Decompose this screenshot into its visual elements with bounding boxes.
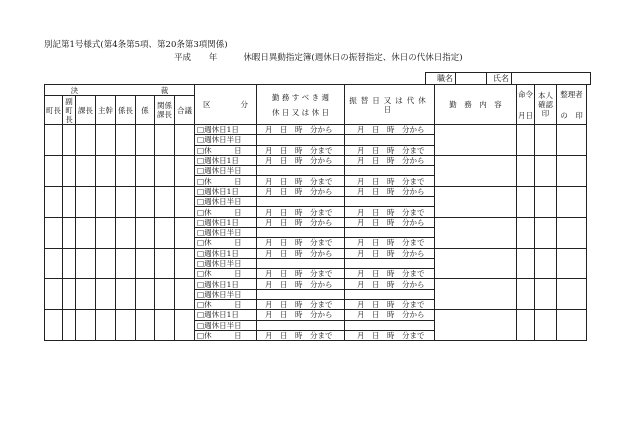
duty-cell[interactable] — [435, 155, 517, 186]
approval-seal-cell[interactable] — [76, 217, 96, 248]
document-title: 休暇日異動指定簿(週休日の振替指定、休日の代休日指定) — [243, 53, 463, 63]
work-day-from[interactable]: 月 日 時 分から — [257, 217, 345, 227]
duty-cell[interactable] — [435, 217, 517, 248]
approval-seal-cell[interactable] — [76, 279, 96, 310]
substitute-day-to[interactable]: 月 日 時 分まで — [345, 176, 435, 186]
duty-cell[interactable] — [435, 125, 517, 156]
self-confirm-cell[interactable] — [535, 310, 557, 341]
approval-seal-cell[interactable] — [96, 155, 116, 186]
order-date-cell[interactable] — [517, 125, 535, 156]
approval-seal-cell[interactable] — [136, 279, 155, 310]
substitute-day-header: 振替日又は代休日 — [345, 85, 435, 125]
approval-seal-cell[interactable] — [96, 217, 116, 248]
approval-seal-cell[interactable] — [45, 217, 63, 248]
approval-seal-cell[interactable] — [136, 125, 155, 156]
self-confirm-cell[interactable] — [535, 125, 557, 156]
order-date-header — [517, 85, 535, 125]
approval-seal-cell[interactable] — [155, 186, 175, 217]
work-day-from[interactable]: 月 日 時 分から — [257, 186, 345, 196]
order-date-cell[interactable] — [517, 279, 535, 310]
self-confirm-cell[interactable] — [535, 279, 557, 310]
name-label: 氏名 — [487, 73, 512, 85]
approval-seal-cell[interactable] — [116, 186, 136, 217]
work-day-from[interactable]: 月 日 時 分から — [257, 248, 345, 258]
work-day-blank — [257, 197, 345, 207]
year-label: 年 — [208, 53, 218, 63]
category-option[interactable]: □週休日半日 — [195, 197, 257, 207]
name-field[interactable] — [512, 73, 591, 85]
category-option[interactable]: □週休日半日 — [195, 166, 257, 176]
approval-seal-cell[interactable] — [96, 186, 116, 217]
self-confirm-cell[interactable] — [535, 248, 557, 279]
clerk-seal-cell[interactable] — [557, 248, 587, 279]
clerk-seal-header — [557, 85, 587, 125]
approval-seal-cell[interactable] — [116, 310, 136, 341]
category-option[interactable]: □週休日1日 — [195, 155, 257, 165]
order-date-cell[interactable] — [517, 155, 535, 186]
substitute-day-to[interactable]: 月 日 時 分まで — [345, 269, 435, 279]
clerk-seal-cell[interactable] — [557, 186, 587, 217]
category-option[interactable]: □休 日 — [195, 300, 257, 310]
approval-seal-cell[interactable] — [116, 217, 136, 248]
approval-seal-cell[interactable] — [136, 248, 155, 279]
position-field[interactable] — [456, 73, 487, 85]
category-option[interactable]: □週休日1日 — [195, 125, 257, 135]
approval-seal-cell[interactable] — [155, 155, 175, 186]
category-option[interactable]: □休 日 — [195, 330, 257, 340]
table-row — [45, 310, 587, 320]
table-row — [45, 248, 587, 258]
approval-seal-cell[interactable] — [175, 248, 195, 279]
duty-cell[interactable] — [435, 310, 517, 341]
category-option[interactable]: □休 日 — [195, 145, 257, 155]
clerk-seal-cell[interactable] — [557, 279, 587, 310]
substitute-day-blank — [345, 258, 435, 268]
substitute-day-from[interactable]: 月 日 時 分から — [345, 217, 435, 227]
approval-seal-cell[interactable] — [45, 248, 63, 279]
order-date-cell[interactable] — [517, 217, 535, 248]
approval-seal-cell[interactable] — [45, 125, 63, 156]
category-option[interactable]: □週休日1日 — [195, 248, 257, 258]
substitute-day-to[interactable]: 月 日 時 分まで — [345, 300, 435, 310]
work-day-blank — [257, 135, 345, 145]
clerk-seal-cell[interactable] — [557, 125, 587, 156]
approval-header: 決 裁 — [45, 85, 195, 96]
approval-seal-cell[interactable] — [155, 217, 175, 248]
substitute-day-from[interactable]: 月 日 時 分から — [345, 310, 435, 320]
order-header-top: 命令 — [518, 89, 533, 99]
work-day-header-top: 勤 務 す べ き 週 — [272, 92, 329, 102]
work-day-from[interactable]: 月 日 時 分から — [257, 310, 345, 320]
approval-seal-cell[interactable] — [76, 186, 96, 217]
approval-seal-cell[interactable] — [63, 310, 76, 341]
clerk-seal-cell[interactable] — [557, 155, 587, 186]
category-option[interactable]: □週休日半日 — [195, 227, 257, 237]
leave-designation-table — [44, 84, 587, 341]
clerk-seal-cell[interactable] — [557, 217, 587, 248]
approval-seal-cell[interactable] — [136, 186, 155, 217]
approval-seal-cell[interactable] — [155, 310, 175, 341]
approval-seal-cell[interactable] — [175, 125, 195, 156]
order-date-cell[interactable] — [517, 248, 535, 279]
category-option[interactable]: □週休日1日 — [195, 186, 257, 196]
approval-seal-cell[interactable] — [45, 279, 63, 310]
category-option[interactable]: □週休日半日 — [195, 135, 257, 145]
work-day-to[interactable]: 月 日 時 分まで — [257, 269, 345, 279]
approval-seal-cell[interactable] — [155, 248, 175, 279]
approval-seal-cell[interactable] — [155, 279, 175, 310]
approval-seal-cell[interactable] — [136, 155, 155, 186]
deputy-mayor-header: 副町長 — [63, 96, 76, 125]
clerk-seal-top: 整理者 — [560, 89, 583, 99]
substitute-day-blank — [345, 320, 435, 330]
substitute-day-from[interactable]: 月 日 時 分から — [345, 155, 435, 165]
approval-seal-cell[interactable] — [45, 155, 63, 186]
category-option[interactable]: □休 日 — [195, 176, 257, 186]
self-confirm-cell[interactable] — [535, 155, 557, 186]
approval-seal-cell[interactable] — [175, 155, 195, 186]
substitute-day-blank — [345, 166, 435, 176]
category-option[interactable]: □週休日1日 — [195, 217, 257, 227]
approval-seal-cell[interactable] — [76, 125, 96, 156]
approval-seal-cell[interactable] — [136, 310, 155, 341]
approval-seal-cell[interactable] — [116, 248, 136, 279]
duty-cell[interactable] — [435, 186, 517, 217]
self-confirm-cell[interactable] — [535, 217, 557, 248]
duty-cell[interactable] — [435, 279, 517, 310]
work-day-to[interactable]: 月 日 時 分まで — [257, 300, 345, 310]
work-day-to[interactable]: 月 日 時 分まで — [257, 207, 345, 217]
table-row — [45, 155, 587, 165]
work-day-from[interactable]: 月 日 時 分から — [257, 279, 345, 289]
substitute-day-from[interactable]: 月 日 時 分から — [345, 279, 435, 289]
category-header: 区 分 — [195, 85, 257, 125]
approval-seal-cell[interactable] — [116, 125, 136, 156]
category-option[interactable]: □週休日半日 — [195, 320, 257, 330]
approval-seal-cell[interactable] — [63, 155, 76, 186]
category-option[interactable]: □週休日半日 — [195, 258, 257, 268]
position-label: 職名 — [426, 73, 456, 85]
self-confirm-bottom: 印 — [541, 109, 550, 118]
substitute-day-from[interactable]: 月 日 時 分から — [345, 125, 435, 135]
work-day-blank — [257, 227, 345, 237]
work-day-blank — [257, 320, 345, 330]
table-row — [45, 217, 587, 227]
substitute-day-blank — [345, 197, 435, 207]
approval-seal-cell[interactable] — [116, 279, 136, 310]
work-day-header-bottom: 休 日 又 は 休 日 — [272, 107, 329, 117]
substitute-day-to[interactable]: 月 日 時 分まで — [345, 145, 435, 155]
work-day-blank — [257, 289, 345, 299]
approval-seal-cell[interactable] — [136, 217, 155, 248]
clerk-seal-cell[interactable] — [557, 310, 587, 341]
approval-seal-cell[interactable] — [63, 279, 76, 310]
section-chief-header: 課長 — [76, 96, 96, 125]
substitute-day-to[interactable]: 月 日 時 分まで — [345, 330, 435, 340]
supervisor-header: 主幹 — [96, 96, 116, 125]
approval-seal-cell[interactable] — [155, 125, 175, 156]
approval-seal-cell[interactable] — [76, 155, 96, 186]
approval-seal-cell[interactable] — [45, 310, 63, 341]
order-date-cell[interactable] — [517, 310, 535, 341]
category-option[interactable]: □休 日 — [195, 269, 257, 279]
approval-seal-cell[interactable] — [76, 310, 96, 341]
related-chief-header: 関係課長 — [155, 96, 175, 125]
approval-seal-cell[interactable] — [96, 310, 116, 341]
approval-seal-cell[interactable] — [45, 186, 63, 217]
approval-seal-cell[interactable] — [175, 186, 195, 217]
consultation-header: 合議 — [175, 96, 195, 125]
substitute-day-blank — [345, 289, 435, 299]
mayor-header: 町長 — [45, 96, 63, 125]
order-date-cell[interactable] — [517, 186, 535, 217]
work-day-to[interactable]: 月 日 時 分まで — [257, 176, 345, 186]
self-confirm-header — [535, 85, 557, 125]
substitute-day-to[interactable]: 月 日 時 分まで — [345, 207, 435, 217]
era-label: 平成 — [174, 53, 192, 63]
approval-seal-cell[interactable] — [63, 125, 76, 156]
approval-seal-cell[interactable] — [96, 248, 116, 279]
self-confirm-top: 本人確認 — [538, 91, 553, 109]
approval-seal-cell[interactable] — [76, 248, 96, 279]
work-day-from[interactable]: 月 日 時 分から — [257, 125, 345, 135]
substitute-day-blank — [345, 227, 435, 237]
approval-seal-cell[interactable] — [175, 217, 195, 248]
approval-seal-cell[interactable] — [63, 186, 76, 217]
work-day-from[interactable]: 月 日 時 分から — [257, 155, 345, 165]
clerk-seal-bottom: の 印 — [560, 110, 583, 120]
category-option[interactable]: □休 日 — [195, 238, 257, 248]
subsection-chief-header: 係長 — [116, 96, 136, 125]
substitute-day-blank — [345, 135, 435, 145]
approval-seal-cell[interactable] — [96, 279, 116, 310]
staff-header: 係 — [136, 96, 155, 125]
approval-seal-cell[interactable] — [63, 248, 76, 279]
category-option[interactable]: □週休日1日 — [195, 279, 257, 289]
table-row — [45, 279, 587, 289]
table-row — [45, 186, 587, 196]
work-day-to[interactable]: 月 日 時 分まで — [257, 330, 345, 340]
approval-seal-cell[interactable] — [175, 310, 195, 341]
document-title-line — [174, 51, 463, 63]
duty-cell[interactable] — [435, 248, 517, 279]
form-reference: 別記第1号様式(第4条第5項、第20条第3項関係) — [44, 40, 228, 50]
category-option[interactable]: □休 日 — [195, 207, 257, 217]
approval-seal-cell[interactable] — [96, 125, 116, 156]
work-day-to[interactable]: 月 日 時 分まで — [257, 238, 345, 248]
category-option[interactable]: □週休日半日 — [195, 289, 257, 299]
duty-header: 勤 務 内 容 — [435, 85, 517, 125]
approval-seal-cell[interactable] — [116, 155, 136, 186]
substitute-day-to[interactable]: 月 日 時 分まで — [345, 238, 435, 248]
table-row — [45, 125, 587, 135]
approval-seal-cell[interactable] — [175, 279, 195, 310]
order-header-bottom: 月日 — [518, 110, 533, 120]
substitute-day-from[interactable]: 月 日 時 分から — [345, 186, 435, 196]
category-option[interactable]: □週休日1日 — [195, 310, 257, 320]
work-day-to[interactable]: 月 日 時 分まで — [257, 145, 345, 155]
work-day-blank — [257, 166, 345, 176]
self-confirm-cell[interactable] — [535, 186, 557, 217]
substitute-day-from[interactable]: 月 日 時 分から — [345, 248, 435, 258]
work-day-blank — [257, 258, 345, 268]
approval-seal-cell[interactable] — [63, 217, 76, 248]
work-day-header — [257, 85, 345, 125]
